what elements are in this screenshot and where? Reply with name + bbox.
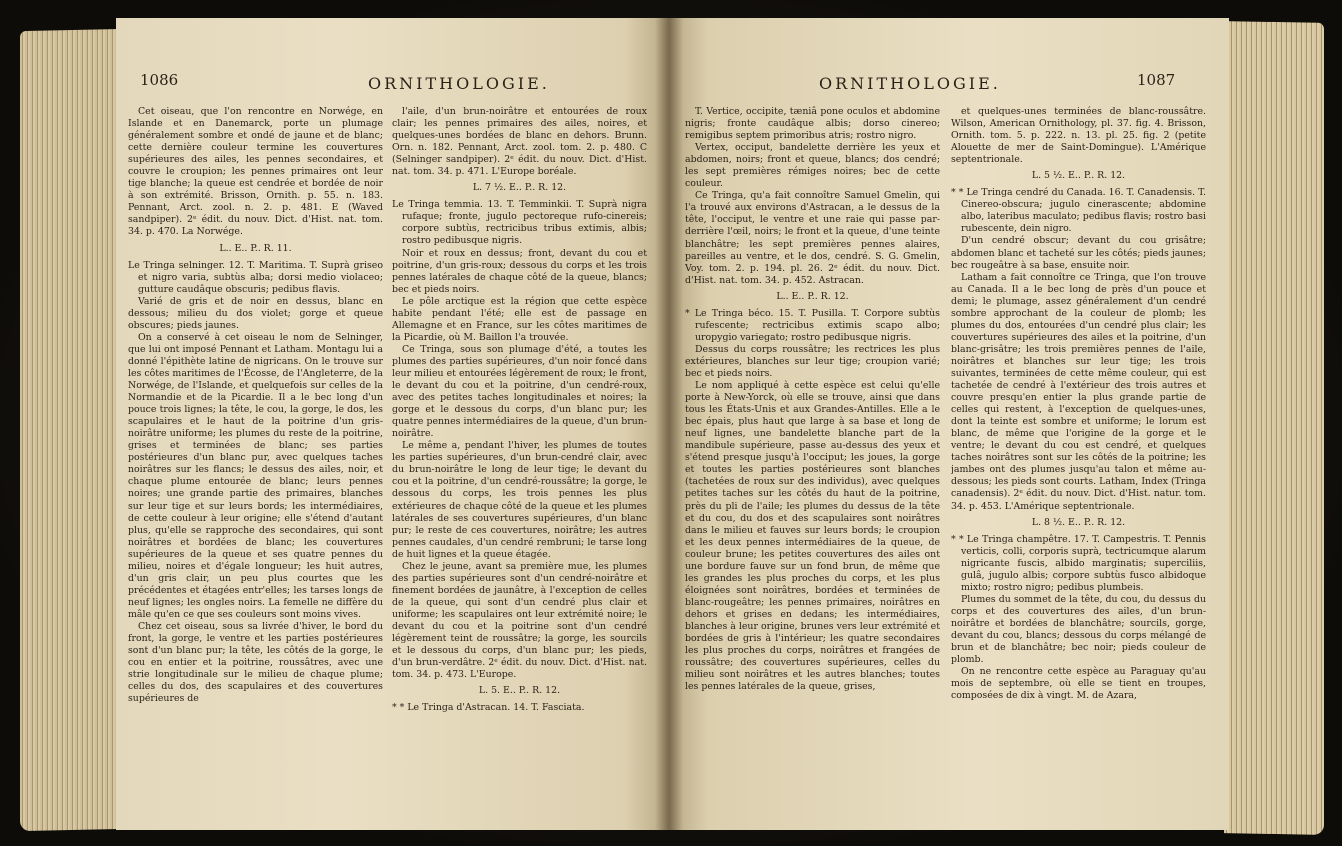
text-paragraph: Chez cet oiseau, sous sa livrée d'hiver, le bord du front, la gorge, le ventre et les parties postérieures sont d'un blanc pur; la tête, les côtés de la gorge, le cou en entier et la poitrine, roussâtres, avec une strie longitudinale sur le milieu de chaque plume; celles du dos, des scapulaires et des couvertures supérieures de bbox=[128, 620, 383, 705]
measurement-line: L.. E.. P.. R. 12. bbox=[776, 290, 849, 302]
book-gutter bbox=[655, 18, 683, 830]
text-paragraph: On a conservé à cet oiseau le nom de Selninger, que lui ont imposé Pennant et Latham. Montagu lui a donné l'épithète latine de nigricans. On le trouve sur les côtes maritimes de l'Écosse, de l'Angleterre, de la Norwége, de l'Islande, et quelquefois sur celles de la Normandie et de la Picardie. Il a le bec long d'un pouce trois lignes; la tête, le cou, la gorge, le dos, les scapulaires et le haut de la poitrine d'un gris-noirâtre uniforme; les plumes du reste de la poitrine, grises et terminées de blanc; ses parties postérieures d'un blanc pur, avec quelques taches noirâtres sur les flancs; le dessus des ailes, noir, et chaque plume entourée de blanc; leurs pennes noires; une grande partie des primaires, blanches sur leur tige et sur leurs bords; les intermédiaires, de cette couleur à leur origine; elle s'étend d'autant plus, qu'elle se rapproche des secondaires, qui sont noirâtres et bordées de blanc; les couvertures supérieures de la queue et ses quatre pennes du milieu, noires et d'égale longueur; les huit autres, d'un gris clair, un peu plus courtes que les précédentes et étagées entr'elles; les tarses longs de neuf lignes; les ongles noirs. La femelle ne diffère du mâle qu'en ce que ses couleurs sont moins vives. bbox=[128, 331, 383, 620]
right-page-edges bbox=[1224, 21, 1324, 835]
text-paragraph: Cet oiseau, que l'on rencontre en Norwége, en Islande et en Danemarck, porte un plumage généralement sombre et ondé de jaune et de blanc; cette dernière couleur termine les couvertures supérieures des ailes, les pennes secondaires, et couvre le croupion; les pennes primaires ont leur tige blanche; la queue est cendrée et bordée de noir à son extrémité. Brisson, Ornith. p. 55. n. 183. Pennant, Arct. zool. n. 2. p. 481. E (Waved sandpiper). 2ᵉ édit. du nouv. Dict. d'Hist. nat. tom. 34. p. 470. La Norwége. bbox=[128, 106, 383, 238]
right-page bbox=[669, 18, 1229, 830]
left-page bbox=[116, 18, 669, 830]
text-paragraph: et quelques-unes terminées de blanc-roussâtre. Wilson, American Ornithology, pl. 37. fig. 4. Brisson, Ornith. tom. 5. p. 222. n. 13. pl. 25. fig. 2 (petite Alouette de mer de Saint-Domingue). L'Amérique septentrionale. bbox=[951, 106, 1206, 166]
right-page-number: 1087 bbox=[1137, 71, 1176, 89]
species-entry-heading: * * Le Tringa champêtre. 17. T. Campestris. T. Pennis verticis, colli, corporis suprà, tectricumque alarum nigricante fuscis, albido marginatis; superciliis, gulâ, jugulo albis; corpore subtùs fusco albidoque mixto; rostro nigro; pedibus plumbeis. bbox=[951, 533, 1206, 593]
text-paragraph: Latham a fait connoître ce Tringa, que l'on trouve au Canada. Il a le bec long de près d'un pouce et demi; le plumage, assez généralement d'un cendré sombre approchant de la couleur de plomb; les plumes du dos, entourées d'un cendré plus clair; les couvertures supérieures des ailes et la poitrine, d'un blanc-grisâtre; les trois premières pennes de l'aile, noirâtres et blanches sur leur tige; les trois suivantes, terminées de cette même couleur, qui est tachetée de cendré à l'extérieur des trois autres et couvre presqu'en entier la plus grande partie de celles qui restent, à l'exception de quelques-unes, dont la teinte est sombre et uniforme; le lorum est blanc, de même que l'origine de la gorge et le ventre; le devant du cou est cendré, et quelques taches noirâtres sont sur les côtés de la poitrine; les jambes ont des plumes jusqu'au talon et même au-dessous; les pieds sont courts. Latham, Index (Tringa canadensis). 2ᵉ édit. du nouv. Dict. d'Hist. natur. tom. 34. p. 453. L'Amérique septentrionale. bbox=[951, 271, 1206, 512]
measurement-line: L. 5. E.. P.. R. 12. bbox=[478, 685, 561, 697]
right-column-2 bbox=[951, 106, 1206, 826]
left-page-number: 1086 bbox=[140, 71, 179, 89]
text-paragraph: l'aile, d'un brun-noirâtre et entourées de roux clair; les pennes primaires des ailes, noires, et quelques-unes bordées de blanc en dehors. Brunn. Orn. n. 182. Pennant, Arct. zool. tom. 2. p. 480. C (Selninger sandpiper). 2ᵉ édit. du nouv. Dict. d'Hist. nat. tom. 34. p. 471. L'Europe boréale. bbox=[392, 106, 647, 178]
text-paragraph: Le même a, pendant l'hiver, les plumes de toutes les parties supérieures, d'un brun-cendré clair, avec du brun-noirâtre le long de leur tige; le devant du cou et la poitrine, d'un cendré-roussâtre; la gorge, le dessous du corps, les trois pennes les plus extérieures de chaque côté de la queue et les plumes latérales de ses couvertures supérieures, d'un blanc pur; le reste de ces couvertures, noirâtre; les autres pennes caudales, d'un cendré rembruni; le tarse long de huit lignes et la queue étagée. bbox=[392, 440, 647, 560]
species-entry-heading: * Le Tringa béco. 15. T. Pusilla. T. Corpore subtùs rufescente; rectricibus extimis scapo albo; uropygio variegato; rostro pedibusque nigris. bbox=[685, 307, 940, 343]
right-running-head: ORNITHOLOGIE. bbox=[819, 74, 1001, 93]
measurement-line: L.. E.. P.. R. 11. bbox=[219, 242, 292, 254]
text-paragraph: Le pôle arctique est la région que cette espèce habite pendant l'été; elle est de passage en Allemagne et en France, sur les côtes maritimes de la Picardie, où M. Baillon l'a trouvée. bbox=[392, 295, 647, 343]
measurement-line: L. 8 ½. E.. P.. R. 12. bbox=[1031, 516, 1126, 528]
species-entry-heading: Le Tringa temmia. 13. T. Temminkii. T. Suprà nigra rufaque; fronte, jugulo pectoreque rufo-cinereis; corpore subtùs, rectricibus tribus extimis, albis; rostro pedibusque nigris. bbox=[392, 199, 647, 247]
text-paragraph: Varié de gris et de noir en dessus, blanc en dessous; milieu du dos violet; gorge et queue obscures; pieds jaunes. bbox=[128, 295, 383, 331]
left-running-head: ORNITHOLOGIE. bbox=[368, 74, 550, 93]
text-paragraph: On ne rencontre cette espèce au Paraguay qu'au mois de septembre, où elle se tient en troupes, composées de dix à vingt. M. de Azara, bbox=[951, 666, 1206, 702]
text-paragraph: Ce Tringa, sous son plumage d'été, a toutes les plumes des parties supérieures, d'un noir foncé dans leur milieu et entourées légèrement de roux; le front, le devant du cou et la poitrine, d'un cendré-roux, avec des petites taches longitudinales et noires; la gorge et le dessous du corps, d'un blanc pur; les quatre pennes intermédiaires de la queue, d'un brun-noirâtre. bbox=[392, 343, 647, 440]
text-paragraph: Noir et roux en dessus; front, devant du cou et poitrine, d'un gris-roux; dessous du corps et les trois pennes latérales de chaque côté de la queue, blancs; bec et pieds noirs. bbox=[392, 247, 647, 295]
text-paragraph: Le nom appliqué à cette espèce est celui qu'elle porte à New-Yorck, où elle se trouve, ainsi que dans tous les États-Unis et aux Grandes-Antilles. Elle a le bec épais, plus haut que large à sa base et long de neuf lignes, une bandelette blanche part de la mandibule supérieure, passe au-dessus des yeux et s'étend presque jusqu'à l'occiput; les joues, la gorge et toutes les parties postérieures sont blanches (tachetées de roux sur des individus), avec quelques petites taches sur les côtés du haut de la poitrine, près du pli de l'aile; les plumes du dessus de la tête et du cou, du dos et des scapulaires sont noirâtres dans le milieu et fauves sur leurs bords; le croupion et les deux pennes intermédiaires de la queue, de couleur brune; les petites couvertures des ailes ont une bordure fauve sur un fond brun, de même que les grandes les plus proches du corps, et les plus éloignées sont noirâtres, bordées et terminées de blanc-rougeâtre; les pennes primaires, noirâtres en dehors et grises en dedans; les intermédiaires, blanches à leur origine, brunes vers leur extrémité et bordées de gris à l'intérieur; les quatre secondaires les plus proches du corps, noirâtres et frangées de roussâtre; des couvertures supérieures, celles du milieu sont noirâtres et les autres blanches; toutes les pennes latérales de la queue, grises, bbox=[685, 380, 940, 693]
measurement-line: L. 5 ½. E.. P.. R. 12. bbox=[1031, 170, 1126, 182]
text-paragraph: Ce Tringa, qu'a fait connoître Samuel Gmelin, qui l'a trouvé aux environs d'Astracan, a le dessus de la tête, l'occiput, le ventre et une raie qui passe par-derrière l'œil, noirs; le front et la queue, d'une teinte blanchâtre; les sept premières pennes alaires, pareilles au ventre, et le dos, cendré. S. G. Gmelin, Voy. tom. 2. p. 194. pl. 26. 2ᵉ édit. du nouv. Dict. d'Hist. nat. tom. 34. p. 452. Astracan. bbox=[685, 190, 940, 286]
species-entry-heading: * * Le Tringa d'Astracan. 14. T. Fasciata. bbox=[392, 702, 585, 714]
text-paragraph: Vertex, occiput, bandelette derrière les yeux et abdomen, noirs; front et queue, blancs; dos cendré; les sept premières rémiges noires; bec de cette couleur. bbox=[685, 142, 940, 190]
species-entry-heading: Le Tringa selninger. 12. T. Maritima. T. Suprà griseo et nigro varia, subtùs alba; dorsi medio violaceo; gutture caudâque obscuris; pedibus flavis. bbox=[128, 259, 383, 295]
text-paragraph: Plumes du sommet de la tête, du cou, du dessus du corps et des couvertures des ailes, d'un brun-noirâtre et bordées de blanchâtre; sourcils, gorge, devant du cou, blancs; dessous du corps mélangé de brun et de blanchâtre; bec noir; pieds couleur de plomb. bbox=[951, 593, 1206, 666]
measurement-line: L. 7 ½. E.. P.. R. 12. bbox=[472, 182, 567, 194]
right-column-1 bbox=[685, 106, 940, 826]
species-entry-heading: * * Le Tringa cendré du Canada. 16. T. Canadensis. T. Cinereo-obscura; jugulo cinerascente; abdomine albo, lateribus maculato; pedibus flavis; rostro basi rubescente, dein nigro. bbox=[951, 187, 1206, 235]
text-paragraph: T. Vertice, occipite, tæniâ pone oculos et abdomine nigris; fronte caudâque albis; dorso cinereo; remigibus septem primoribus atris; rostro nigro. bbox=[685, 106, 940, 142]
text-paragraph: Chez le jeune, avant sa première mue, les plumes des parties supérieures sont d'un cendré-noirâtre et finement bordées de jaunâtre, à l'exception de celles de la queue, qui sont d'un cendré plus clair et uniforme; les scapulaires ont leur extrémité noire; le devant du cou et la poitrine sont d'un cendré légèrement teint de roussâtre; la gorge, les sourcils et le dessous du corps, d'un blanc pur; les pieds, d'un brun-verdâtre. 2ᵉ édit. du nouv. Dict. d'Hist. nat. tom. 34. p. 473. L'Europe. bbox=[392, 560, 647, 681]
text-paragraph: D'un cendré obscur; devant du cou grisâtre; abdomen blanc et tacheté sur les côtés; pieds jaunes; bec rougeâtre à sa base, ensuite noir. bbox=[951, 235, 1206, 271]
text-paragraph: Dessus du corps roussâtre; les rectrices les plus extérieures, blanches sur leur tige; croupion varié; bec et pieds noirs. bbox=[685, 343, 940, 379]
left-column-1 bbox=[128, 106, 383, 826]
left-column-2 bbox=[392, 106, 647, 826]
left-page-edges bbox=[20, 29, 125, 831]
